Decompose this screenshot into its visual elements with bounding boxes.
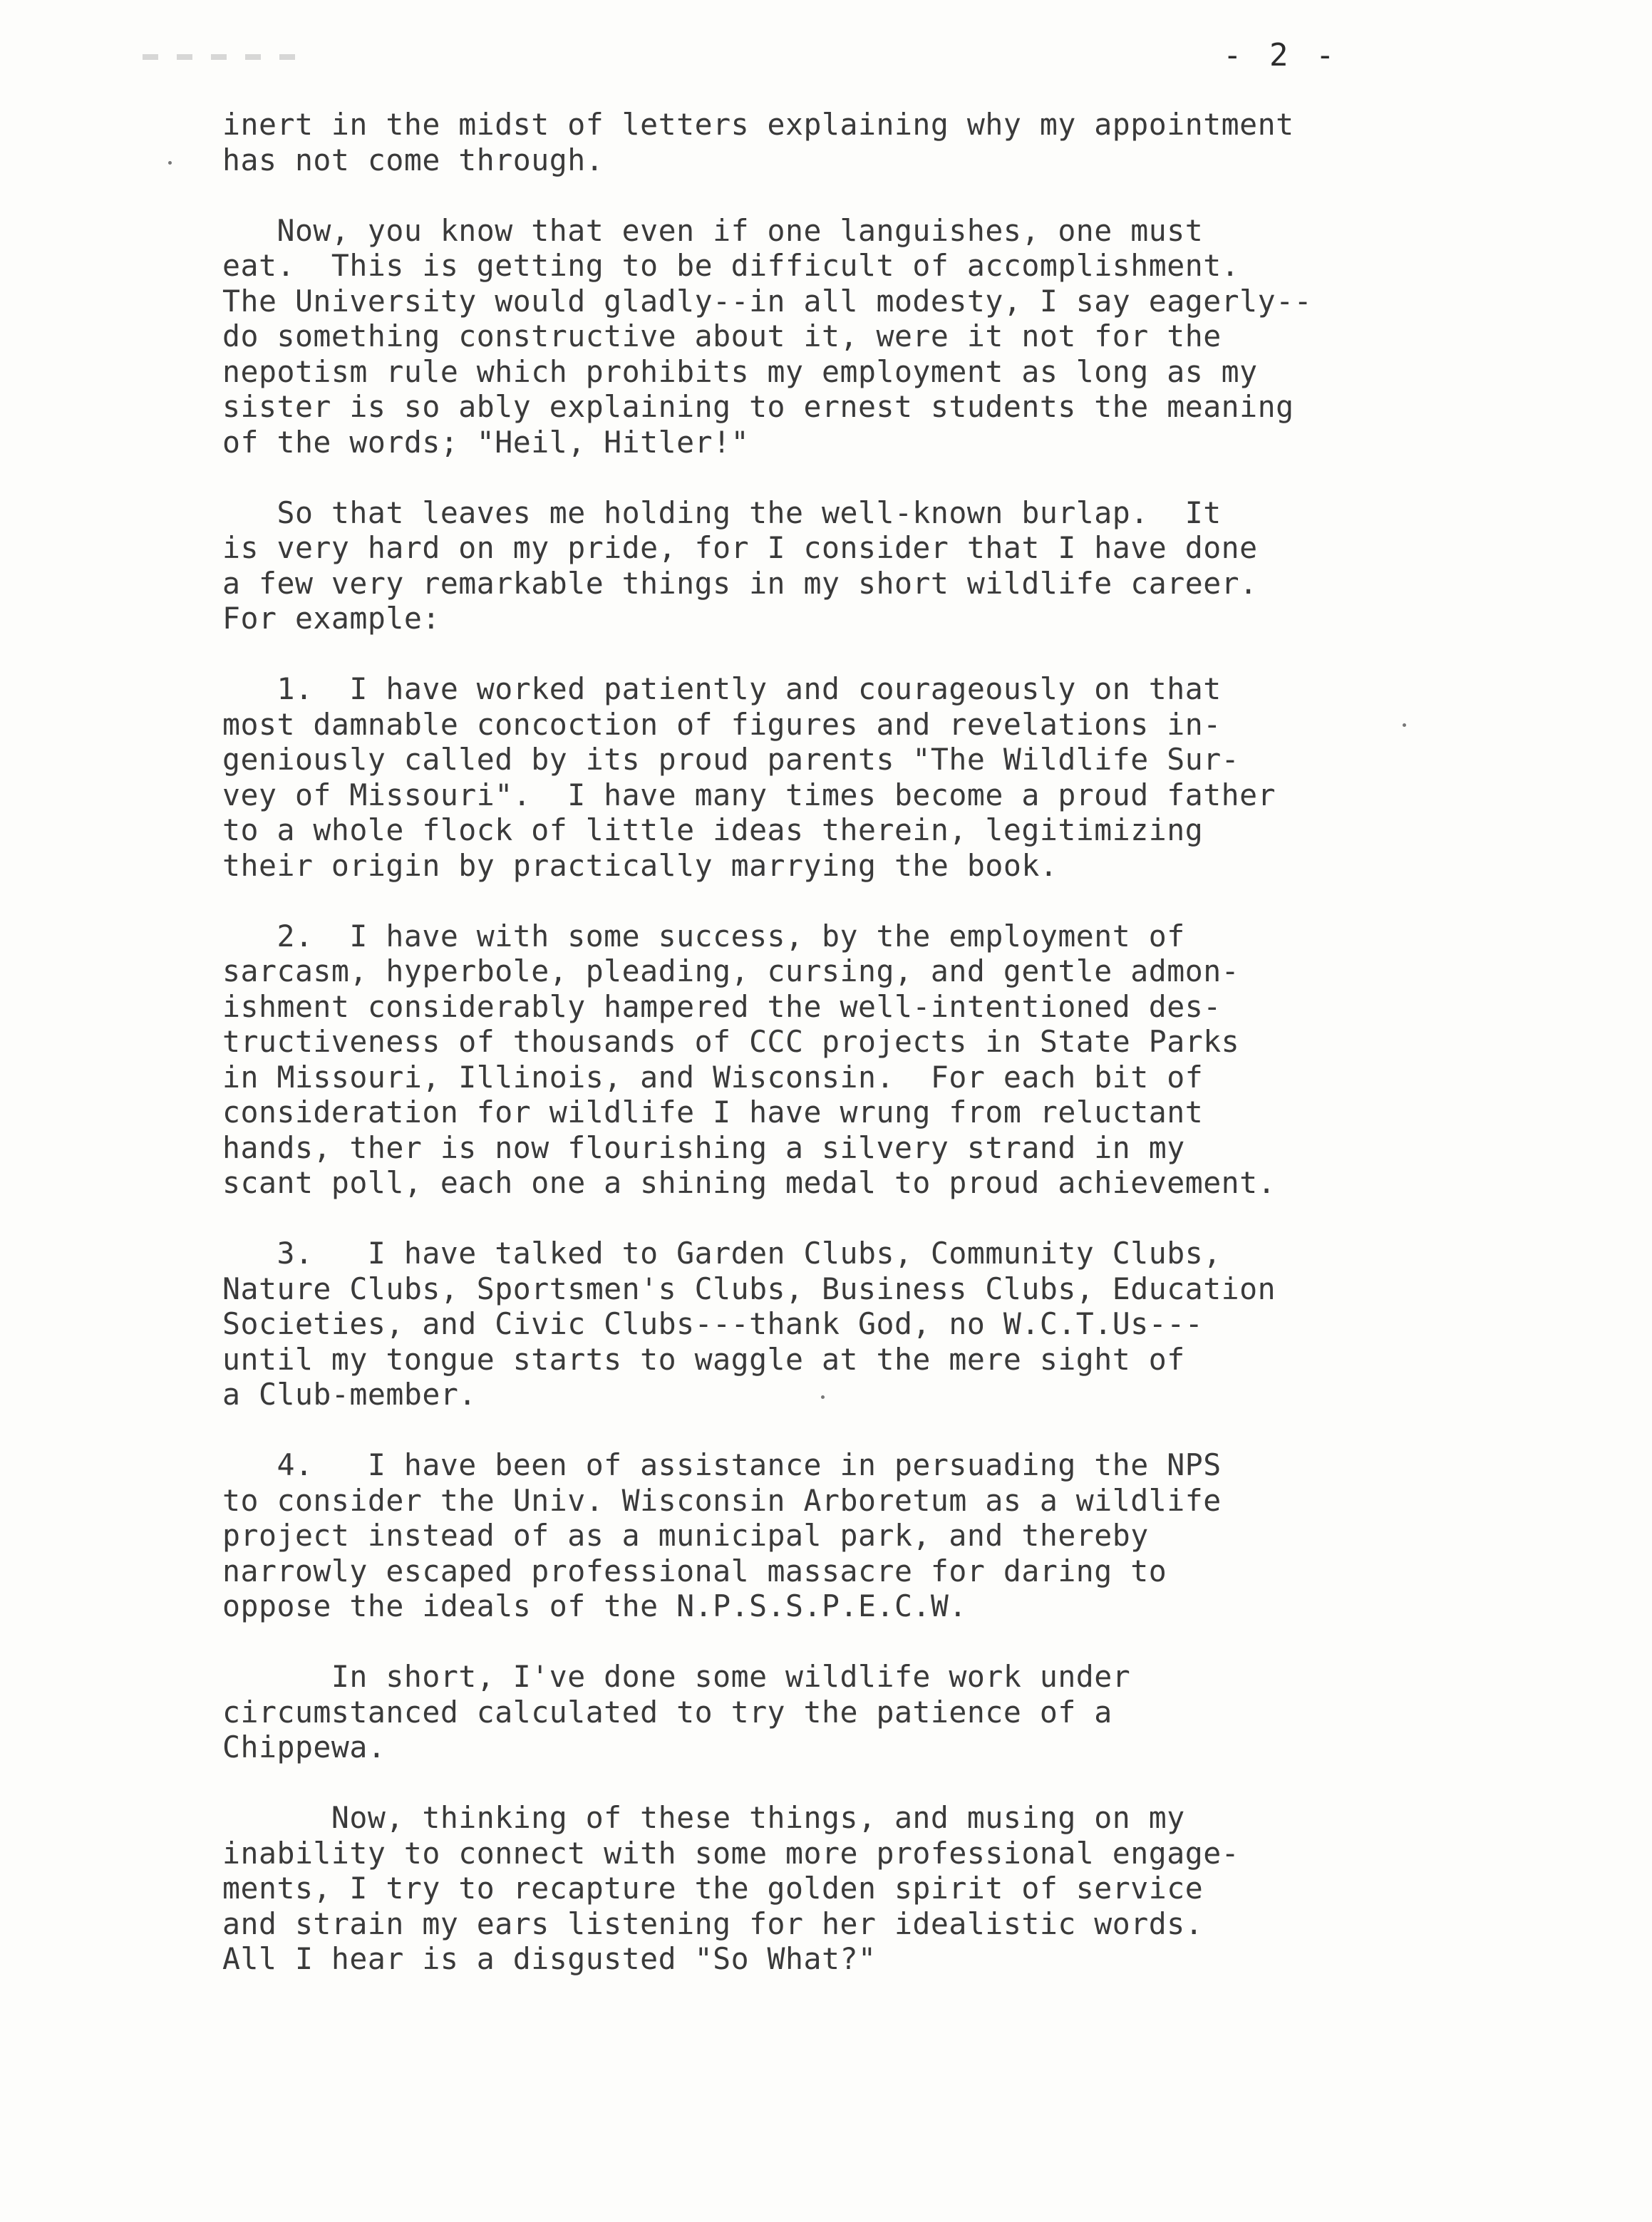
text-line: tructiveness of thousands of CCC projects in State Parks <box>222 1024 1240 1059</box>
text-line: All I hear is a disgusted "So What?" <box>222 1941 877 1976</box>
text-line: is very hard on my pride, for I consider that I have done <box>222 530 1258 565</box>
text-line: Societies, and Civic Clubs---thank God, no W.C.T.Us--- <box>222 1306 1204 1341</box>
text-line: 1. I have worked patiently and courageously on that <box>222 671 1222 706</box>
text-line: oppose the ideals of the N.P.S.S.P.E.C.W. <box>222 1588 967 1623</box>
text-line: For example: <box>222 601 440 636</box>
text-line: their origin by practically marrying the book. <box>222 847 1058 883</box>
page-number: - 2 - <box>1223 37 1339 73</box>
text-line: nepotism rule which prohibits my employment as long as my <box>222 353 1258 389</box>
text-line: In short, I've done some wildlife work under <box>222 1659 1131 1694</box>
text-line: So that leaves me holding the well-known burlap. It <box>222 495 1222 530</box>
text-line: to consider the Univ. Wisconsin Arboretum as a wildlife <box>222 1482 1222 1518</box>
text-line: most damnable concoction of figures and revelations in- <box>222 706 1222 742</box>
paragraph <box>222 213 1505 460</box>
text-line: sarcasm, hyperbole, pleading, cursing, and gentle admon- <box>222 954 1240 988</box>
text-line: hands, ther is now flourishing a silvery strand in my <box>222 1130 1185 1165</box>
paragraph-gap <box>222 883 1505 919</box>
text-line: project instead of as a municipal park, and thereby <box>222 1518 1149 1553</box>
text-line: ments, I try to recapture the golden spirit of service <box>222 1871 1204 1906</box>
text-line: narrowly escaped professional massacre for daring to <box>222 1553 1167 1588</box>
paragraph <box>222 671 1505 883</box>
text-line: ishment considerably hampered the well-intentioned des- <box>222 988 1222 1024</box>
paragraph-gap <box>222 1624 1505 1660</box>
text-line: eat. This is getting to be difficult of accomplishment. <box>222 248 1240 283</box>
paragraph <box>222 107 1505 177</box>
text-line: and strain my ears listening for her idealistic words. <box>222 1906 1204 1941</box>
text-line: has not come through. <box>222 142 604 177</box>
text-line: a Club-member. <box>222 1377 477 1412</box>
paragraph-gap <box>222 1412 1505 1448</box>
text-line: Nature Clubs, Sportsmen's Clubs, Business Clubs, Education <box>222 1271 1276 1306</box>
text-line: do something constructive about it, were it not for the <box>222 319 1222 353</box>
letter-body <box>222 107 1505 1977</box>
text-line: The University would gladly--in all modesty, I say eagerly-- <box>222 283 1313 319</box>
ink-smudge-marks <box>143 54 299 60</box>
text-line: Now, you know that even if one languishes, one must <box>222 212 1204 248</box>
paragraph-gap <box>222 1765 1505 1801</box>
paragraph <box>222 1800 1505 1977</box>
paragraph-gap <box>222 460 1505 495</box>
text-line: a few very remarkable things in my short wildlife career. <box>222 565 1258 601</box>
text-line: inert in the midst of letters explaining why my appointment <box>222 107 1294 142</box>
text-line: Chippewa. <box>222 1730 386 1764</box>
text-line: vey of Missouri". I have many times become a proud father <box>222 777 1276 812</box>
text-line: scant poll, each one a shining medal to proud achievement. <box>222 1165 1276 1200</box>
text-line: 3. I have talked to Garden Clubs, Community Clubs, <box>222 1236 1222 1271</box>
paragraph <box>222 919 1505 1201</box>
paragraph <box>222 1236 1505 1412</box>
paragraph-gap <box>222 177 1505 213</box>
paragraph-gap <box>222 1201 1505 1236</box>
text-line: consideration for wildlife I have wrung from reluctant <box>222 1095 1204 1130</box>
margin-ink-dot <box>168 161 172 165</box>
text-line: 4. I have been of assistance in persuading the NPS <box>222 1447 1222 1482</box>
paragraph-gap <box>222 636 1505 672</box>
text-line: circumstanced calculated to try the patience of a <box>222 1694 1112 1730</box>
text-line: until my tongue starts to waggle at the mere sight of <box>222 1341 1185 1377</box>
paragraph <box>222 1447 1505 1624</box>
text-line: sister is so ably explaining to ernest students the meaning <box>222 389 1294 424</box>
text-line: of the words; "Heil, Hitler!" <box>222 424 750 460</box>
text-line: geniously called by its proud parents "The Wildlife Sur- <box>222 742 1240 777</box>
text-line: to a whole flock of little ideas therein, legitimizing <box>222 812 1204 847</box>
text-line: Now, thinking of these things, and musing on my <box>222 1800 1185 1835</box>
paragraph <box>222 1659 1505 1765</box>
text-line: in Missouri, Illinois, and Wisconsin. For each bit of <box>222 1059 1204 1095</box>
text-line: inability to connect with some more professional engage- <box>222 1835 1240 1871</box>
paragraph <box>222 495 1505 636</box>
text-line: 2. I have with some success, by the employment of <box>222 918 1185 954</box>
